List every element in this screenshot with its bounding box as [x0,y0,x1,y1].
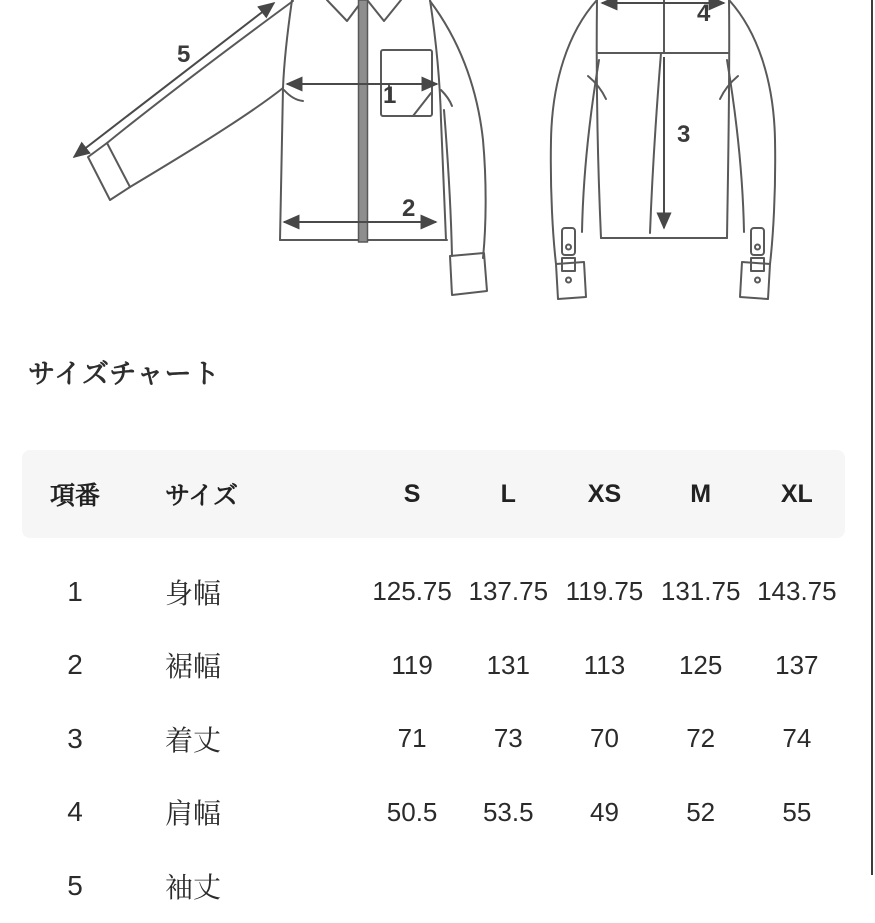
row-value: 113 [583,649,626,680]
right-cuff [450,253,487,295]
callout-5-label: 5 [177,41,191,68]
page-right-border [871,0,873,875]
row-value: 55 [782,796,812,827]
row-value: 131.75 [660,576,741,607]
jacket-measure-illustration [0,0,875,302]
row-value: 72 [686,723,716,754]
table-row [22,702,845,776]
row-label: 袖丈 [165,871,222,903]
zipper [359,0,368,242]
row-num: 5 [67,869,83,901]
size-table-header-row [22,450,845,538]
left-cuff [88,143,130,200]
arrow-sleeve-length [74,3,274,157]
section-title: サイズチャート [28,359,221,389]
cuff-tab-left [562,258,575,271]
row-value: 125 [678,649,723,680]
row-label: 肩幅 [165,798,222,830]
header-item-no: 項番 [49,482,100,510]
row-value: 53.5 [482,796,534,827]
cuff-placket-right [751,228,764,255]
header-size-l: L [500,479,516,508]
row-value: 70 [590,723,619,754]
row-num: 3 [67,722,83,754]
row-value: 71 [397,723,427,754]
row-value: 50.5 [386,796,438,827]
back-left-sleeve-outer [551,0,597,264]
size-table-body [22,538,845,923]
row-value: 119 [391,649,433,680]
header-size-m: M [690,479,712,508]
collar-left [327,0,362,21]
cuff-placket-left [562,228,575,255]
front-body-left [280,0,292,240]
row-value: 74 [782,723,812,754]
back-right-sleeve-outer [729,0,775,264]
row-label: 身幅 [165,577,222,609]
row-value: 143.75 [757,576,837,607]
pocket-fold [413,93,431,116]
cuff-tab-right [751,258,764,271]
back-body-left [597,0,601,238]
header-size-s: S [403,479,421,508]
table-row [22,776,845,850]
left-sleeve-top [107,1,293,143]
back-center-seam [650,53,661,233]
armhole-mark-right [441,90,452,106]
header-size: サイズ [165,482,239,510]
table-row [22,629,845,703]
size-diagram [0,0,875,302]
right-sleeve-outer [430,1,486,258]
cuff-button-left-2 [566,278,571,283]
row-num: 4 [67,796,83,828]
front-body-right [430,0,446,240]
armhole-mark-left [284,90,303,101]
table-row-clipped [22,849,845,923]
row-value: 119.75 [565,576,644,607]
row-value: 131 [486,649,530,680]
header-size-xl: XL [780,479,813,508]
callout-2-label: 2 [402,195,416,222]
row-value: 137 [775,649,819,680]
row-value: 73 [493,723,523,754]
size-table [22,450,845,923]
row-num: 2 [67,649,83,681]
cuff-button-right-2 [755,278,760,283]
row-value: 49 [590,796,619,827]
row-value: 125.75 [372,576,452,607]
callout-4-label: 4 [697,0,711,27]
cuff-button-left [566,245,571,250]
front-view [88,0,487,295]
back-body-right [727,0,729,238]
row-label: 着丈 [165,724,222,756]
row-label: 裾幅 [165,651,222,683]
callout-3-label: 3 [677,121,691,148]
callout-1-label: 1 [383,82,397,109]
table-row [22,555,845,629]
cuff-button-right [755,245,760,250]
collar-right [368,0,401,21]
row-num: 1 [67,575,83,607]
header-size-xs: XS [587,479,622,508]
left-sleeve-bottom [130,88,283,187]
row-value: 52 [686,796,716,827]
row-value: 137.75 [468,576,549,607]
